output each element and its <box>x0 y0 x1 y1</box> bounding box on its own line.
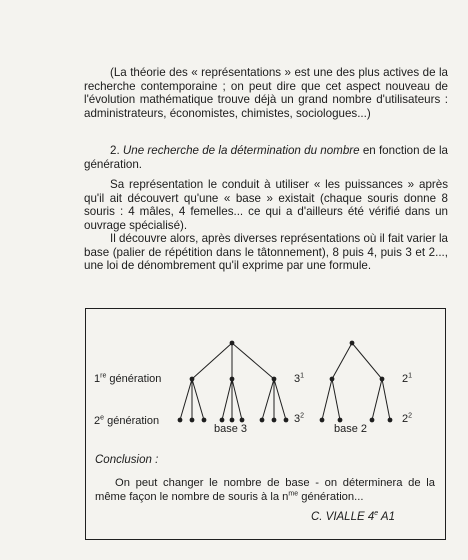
tree-left-gen2-node <box>272 418 277 423</box>
tree-left-gen2-node <box>230 418 235 423</box>
figure-generation-trees <box>85 308 446 540</box>
tree-right-gen2-node <box>320 418 325 423</box>
section-number: 2. <box>110 144 120 157</box>
tree-left-gen2-node <box>202 418 207 423</box>
tree-left-gen2-node <box>220 418 225 423</box>
tree-right-gen1-node <box>330 377 335 382</box>
paragraph-powers: Sa représentation le conduit à utiliser « les puissances » après qu'il ait découvert qu'une « base » existait (chaque souris donne 8 souris : 4 mâles, 4 femelles... ce qui a d'ailleurs été vérifié dans un ouvrage spécialisé). <box>84 178 448 232</box>
power-2-2: $2^2$ <box>402 412 413 425</box>
tree-left-root-node <box>230 341 235 346</box>
tree-left-gen2-node <box>240 418 245 423</box>
tree-left-gen1-node <box>272 377 277 382</box>
paragraph-discovery: Il découvre alors, après diverses représentations où il fait varier la base (palier de répétition dans le tâtonnement), 8 puis 4, puis 3 et 2..., une loi de dénombrement qu'il exprime par une formule. <box>84 232 448 273</box>
tree-left-gen2-node <box>190 418 195 423</box>
first-generation-label: 1re génération <box>94 372 162 385</box>
power-2-1: $2^1$ <box>402 372 413 385</box>
tree-right-root-node <box>350 341 355 346</box>
paragraph-representations-theory: (La théorie des « représentations » est une des plus actives de la recherche contemporaine ; on peut dire que cet aspect nouveau de l'évolution mathématique trouve déjà un grand nombre d'utilisateurs : administrateurs, économistes, chimistes, sociologues...) <box>84 66 448 120</box>
power-3-2: $3^2$ <box>294 412 305 425</box>
base-3-label: base 3 <box>214 423 248 435</box>
power-3-1: $3^1$ <box>294 372 305 385</box>
second-generation-label: 2e génération <box>94 414 160 427</box>
conclusion-title: Conclusion : <box>95 454 159 466</box>
base-2-label: base 2 <box>334 423 368 435</box>
tree-right-gen1-node <box>380 377 385 382</box>
tree-right-gen2-node <box>370 418 375 423</box>
tree-left-gen2-node <box>260 418 265 423</box>
tree-right-gen2-node <box>338 418 343 423</box>
section-title-italic: Une recherche de la détermination du nombre <box>122 144 360 157</box>
tree-right-gen2-node <box>388 418 393 423</box>
section-2-heading <box>84 144 448 171</box>
signature: C. VIALLE 4e A1 <box>310 510 395 523</box>
tree-left-gen2-node <box>284 418 289 423</box>
tree-left-gen1-node <box>190 377 195 382</box>
tree-left-gen2-node <box>178 418 183 423</box>
conclusion-text: On peut changer le nombre de base - on déterminera de la même façon le nombre de souris à la $n^{me}$ génération... <box>95 477 435 503</box>
tree-left-gen1-node <box>230 377 235 382</box>
section-title-rest: en fonction de la génération. <box>84 144 448 171</box>
